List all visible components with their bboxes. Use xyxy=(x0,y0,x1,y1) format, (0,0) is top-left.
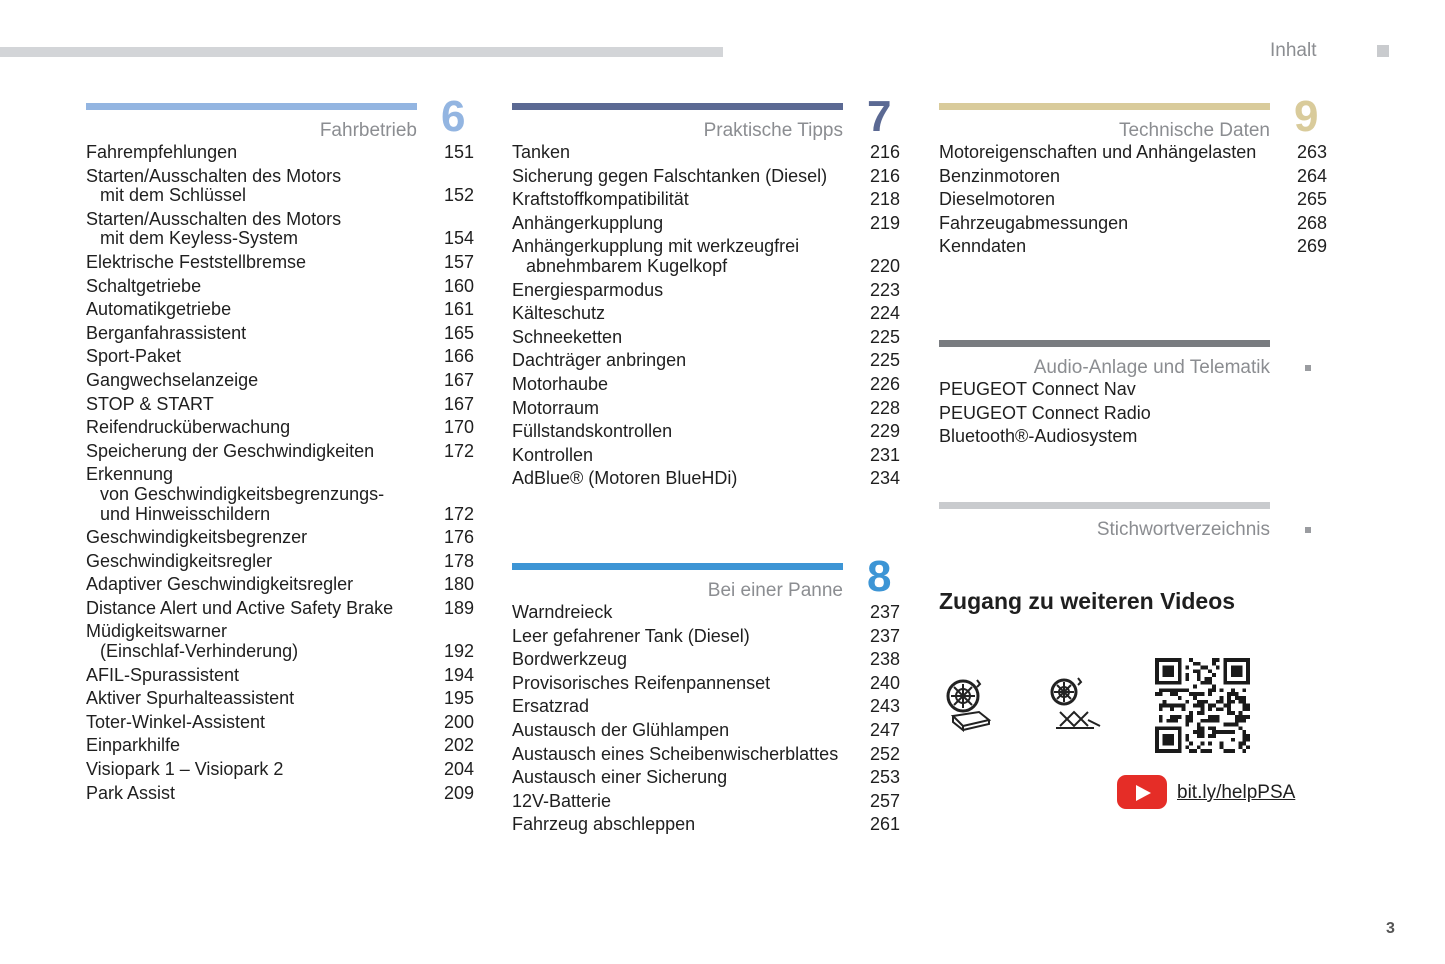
qr-code-icon[interactable] xyxy=(1155,658,1250,758)
toc-entry-page: 216 xyxy=(869,142,900,162)
toc-entry-label: Distance Alert und Active Safety Brake xyxy=(86,597,394,618)
toc-entry-page: 265 xyxy=(1296,189,1327,210)
toc-entry-label: Starten/Ausschalten des Motors xyxy=(86,208,342,229)
section-bar xyxy=(939,340,1270,347)
toc-entry-label: Austausch eines Scheibenwischerblattes xyxy=(512,743,839,764)
toc-entry[interactable] xyxy=(512,469,902,489)
toc-entry-label: Provisorisches Reifenpannenset xyxy=(512,672,771,693)
toc-entry[interactable] xyxy=(512,446,902,466)
toc-entry-page: 225 xyxy=(869,350,900,371)
toc-entry-page: 202 xyxy=(443,735,474,756)
toc-entry-label: Sport-Paket xyxy=(86,346,182,367)
toc-entry-page: 231 xyxy=(869,444,900,465)
toc-entry[interactable] xyxy=(939,380,1329,400)
toc-entry[interactable] xyxy=(512,745,902,765)
toc-entry-label: Motorhaube xyxy=(512,373,609,394)
toc-entry-label: Gangwechselanzeige xyxy=(86,369,259,390)
toc-entry-page: 269 xyxy=(1296,236,1327,257)
toc-entry-page: 237 xyxy=(869,625,900,646)
toc-entry-label: Kenndaten xyxy=(939,236,1027,257)
toc-entry-page: 167 xyxy=(443,393,474,414)
toc-entry-page: 192 xyxy=(443,641,474,662)
toc-entry-label: Tanken xyxy=(512,142,571,162)
toc-entry-label: STOP & START xyxy=(86,393,214,414)
toc-entry[interactable] xyxy=(939,404,1329,424)
section-number: 9 xyxy=(1294,92,1319,141)
toc-entry-label: Elektrische Feststellbremse xyxy=(86,251,307,272)
toc-entry[interactable] xyxy=(512,768,902,788)
toc-entry-label: Kälteschutz xyxy=(512,303,606,324)
toc-entry-label: Anhängerkupplung xyxy=(512,212,664,233)
toc-entry-label: Dachträger anbringen xyxy=(512,350,687,371)
toc-entry[interactable] xyxy=(512,650,902,670)
toc-entry[interactable] xyxy=(86,575,476,595)
toc-entry-page: 157 xyxy=(443,251,474,272)
toc-list xyxy=(86,143,476,807)
page-header-title: Inhalt xyxy=(1270,40,1317,61)
jack-wheel-change-icon[interactable] xyxy=(1048,676,1104,739)
toc-entry-page: 225 xyxy=(869,326,900,347)
section-number: 6 xyxy=(441,92,466,141)
toc-entry[interactable] xyxy=(512,281,902,301)
video-link[interactable]: bit.ly/helpPSA xyxy=(1177,782,1296,803)
toc-entry[interactable] xyxy=(86,689,476,709)
toc-entry-continuation: von Geschwindigkeitsbegrenzungs- xyxy=(100,483,385,504)
toc-list xyxy=(939,143,1329,261)
toc-entry-page: 178 xyxy=(443,550,474,571)
header-marker xyxy=(1377,45,1389,57)
toc-entry[interactable] xyxy=(939,167,1329,187)
section-bar xyxy=(512,563,843,570)
toc-entry[interactable] xyxy=(512,603,902,623)
toc-entry-label: Fahrzeug abschleppen xyxy=(512,814,696,835)
toc-list xyxy=(939,380,1329,451)
toc-entry-label: Energiesparmodus xyxy=(512,279,664,300)
toc-entry[interactable] xyxy=(86,622,476,661)
videos-heading: Zugang zu weiteren Videos xyxy=(939,588,1236,614)
toc-entry[interactable] xyxy=(86,736,476,756)
toc-entry-page: 238 xyxy=(869,649,900,670)
toc-entry-label: Motoreigenschaften und Anhängelasten xyxy=(939,142,1257,162)
toc-entry-label: Kontrollen xyxy=(512,444,594,465)
toc-entry-page: 154 xyxy=(443,228,474,249)
toc-entry[interactable] xyxy=(939,427,1329,447)
toc-entry[interactable] xyxy=(86,713,476,733)
section-marker xyxy=(1305,365,1311,371)
section-number: 8 xyxy=(867,552,892,601)
toc-entry[interactable] xyxy=(939,237,1329,257)
section-bar xyxy=(512,103,843,110)
section-title[interactable]: Stichwortverzeichnis xyxy=(1096,519,1270,540)
toc-entry[interactable] xyxy=(512,815,902,835)
tyre-repair-kit-icon[interactable] xyxy=(943,676,995,741)
toc-entry[interactable] xyxy=(86,253,476,273)
toc-entry-label: Motorraum xyxy=(512,397,600,418)
section-number: 7 xyxy=(867,92,892,141)
toc-entry-page: 240 xyxy=(869,672,900,693)
toc-entry-label: Austausch einer Sicherung xyxy=(512,767,728,788)
toc-entry-page: 226 xyxy=(869,373,900,394)
toc-entry-continuation: mit dem Schlüssel xyxy=(100,185,247,206)
toc-entry[interactable] xyxy=(86,599,476,619)
toc-entry-page: 195 xyxy=(443,688,474,709)
toc-entry-page: 204 xyxy=(443,759,474,780)
toc-entry[interactable] xyxy=(512,351,902,371)
toc-entry[interactable] xyxy=(512,422,902,442)
toc-entry-label: Müdigkeitswarner xyxy=(86,621,228,642)
toc-entry-label: Einparkhilfe xyxy=(86,735,181,756)
toc-entry-label: Schneeketten xyxy=(512,326,623,347)
toc-entry[interactable] xyxy=(86,418,476,438)
toc-entry[interactable] xyxy=(86,465,476,524)
play-icon xyxy=(1136,785,1151,801)
toc-entry[interactable] xyxy=(86,442,476,462)
toc-entry[interactable] xyxy=(86,666,476,686)
toc-entry-label: Bluetooth®-Audiosystem xyxy=(939,426,1138,447)
toc-entry-label: Bordwerkzeug xyxy=(512,649,628,670)
toc-entry[interactable] xyxy=(512,190,902,210)
toc-entry-label: Benzinmotoren xyxy=(939,165,1061,186)
toc-entry-label: Speicherung der Geschwindigkeiten xyxy=(86,440,375,461)
toc-list xyxy=(512,143,902,493)
toc-entry-page: 229 xyxy=(869,421,900,442)
toc-entry-label: Fahrzeugabmessungen xyxy=(939,212,1129,233)
toc-entry-page: 268 xyxy=(1296,212,1327,233)
toc-entry-label: PEUGEOT Connect Nav xyxy=(939,379,1136,399)
toc-entry[interactable] xyxy=(86,210,476,249)
toc-entry[interactable] xyxy=(86,760,476,780)
section-bar xyxy=(939,103,1270,110)
toc-entry[interactable] xyxy=(512,792,902,812)
toc-entry-page: 261 xyxy=(869,814,900,835)
toc-entry-label: Visiopark 1 – Visiopark 2 xyxy=(86,759,284,780)
toc-entry-page: 228 xyxy=(869,397,900,418)
toc-entry-page: 237 xyxy=(869,602,900,622)
section-title[interactable]: Bei einer Panne xyxy=(707,580,843,601)
toc-entry-label: Schaltgetriebe xyxy=(86,275,202,296)
toc-entry[interactable] xyxy=(86,167,476,206)
toc-entry-label: Sicherung gegen Falschtanken (Diesel) xyxy=(512,165,828,186)
toc-entry-label: Anhängerkupplung mit werkzeugfrei xyxy=(512,236,800,257)
toc-entry-page: 194 xyxy=(443,664,474,685)
section-marker xyxy=(1305,527,1311,533)
toc-entry-label: Ersatzrad xyxy=(512,696,590,717)
toc-entry-label: AFIL-Spurassistent xyxy=(86,664,240,685)
toc-entry-label: Geschwindigkeitsregler xyxy=(86,550,273,571)
toc-entry-page: 252 xyxy=(869,743,900,764)
toc-entry[interactable] xyxy=(86,371,476,391)
toc-entry-page: 263 xyxy=(1296,142,1327,162)
toc-entry-label: 12V-Batterie xyxy=(512,790,612,811)
toc-entry-page: 220 xyxy=(869,255,900,276)
toc-entry-label: Erkennung xyxy=(86,464,174,485)
toc-entry-page: 167 xyxy=(443,369,474,390)
toc-entry-label: Leer gefahrener Tank (Diesel) xyxy=(512,625,750,646)
toc-entry[interactable] xyxy=(512,627,902,647)
toc-entry-page: 209 xyxy=(443,782,474,803)
toc-entry[interactable] xyxy=(512,697,902,717)
toc-entry-page: 152 xyxy=(443,185,474,206)
toc-entry-page: 176 xyxy=(443,527,474,548)
section-title[interactable]: Fahrbetrieb xyxy=(319,120,417,141)
toc-entry-label: Geschwindigkeitsbegrenzer xyxy=(86,527,308,548)
toc-entry[interactable] xyxy=(86,528,476,548)
toc-entry-page: 189 xyxy=(443,597,474,618)
toc-entry-label: Kraftstoffkompatibilität xyxy=(512,189,689,210)
section-title[interactable]: Audio-Anlage und Telematik xyxy=(1033,357,1270,378)
toc-entry-page: 218 xyxy=(869,189,900,210)
section-title[interactable]: Technische Daten xyxy=(1118,120,1270,141)
toc-list xyxy=(512,603,902,839)
toc-entry-label: Automatikgetriebe xyxy=(86,299,232,320)
toc-entry-page: 224 xyxy=(869,303,900,324)
toc-entry[interactable] xyxy=(939,190,1329,210)
header-bar xyxy=(0,47,723,57)
toc-entry-page: 160 xyxy=(443,275,474,296)
toc-entry-label: Fahrempfehlungen xyxy=(86,142,238,162)
toc-entry[interactable] xyxy=(86,552,476,572)
toc-entry-page: 172 xyxy=(443,440,474,461)
toc-entry-label: Park Assist xyxy=(86,782,176,803)
toc-entry-continuation: abnehmbarem Kugelkopf xyxy=(526,255,728,276)
toc-entry-continuation: mit dem Keyless-System xyxy=(100,228,299,249)
toc-entry-page: 264 xyxy=(1296,165,1327,186)
toc-entry-page: 216 xyxy=(869,165,900,186)
toc-entry[interactable] xyxy=(512,721,902,741)
toc-entry-label: Adaptiver Geschwindigkeitsregler xyxy=(86,574,354,595)
toc-entry[interactable] xyxy=(512,143,902,163)
toc-entry[interactable] xyxy=(86,784,476,804)
toc-entry-label: Reifendrucküberwachung xyxy=(86,417,291,438)
toc-entry[interactable] xyxy=(939,214,1329,234)
toc-entry[interactable] xyxy=(512,674,902,694)
toc-entry[interactable] xyxy=(512,214,902,234)
toc-entry-label: Aktiver Spurhalteassistent xyxy=(86,688,295,709)
toc-entry-page: 253 xyxy=(869,767,900,788)
toc-entry-continuation: (Einschlaf-Verhinderung) xyxy=(100,641,299,662)
toc-entry-page: 219 xyxy=(869,212,900,233)
toc-entry-page: 172 xyxy=(443,503,474,524)
toc-entry[interactable] xyxy=(86,395,476,415)
toc-entry[interactable] xyxy=(86,347,476,367)
toc-entry-label: Toter-Winkel-Assistent xyxy=(86,711,266,732)
youtube-icon[interactable] xyxy=(1117,775,1167,809)
toc-entry[interactable] xyxy=(939,143,1329,163)
toc-entry[interactable] xyxy=(86,300,476,320)
toc-entry[interactable] xyxy=(512,399,902,419)
toc-entry-page: 180 xyxy=(443,574,474,595)
toc-entry-page: 170 xyxy=(443,417,474,438)
toc-entry-label: AdBlue® (Motoren BlueHDi) xyxy=(512,468,738,489)
toc-entry[interactable] xyxy=(86,143,476,163)
toc-entry-page: 247 xyxy=(869,719,900,740)
toc-entry-label: Dieselmotoren xyxy=(939,189,1056,210)
toc-entry[interactable] xyxy=(86,324,476,344)
toc-entry-page: 161 xyxy=(443,299,474,320)
section-title[interactable]: Praktische Tipps xyxy=(703,120,843,141)
toc-entry-label: Starten/Ausschalten des Motors xyxy=(86,165,342,186)
toc-entry-page: 165 xyxy=(443,322,474,343)
section-bar xyxy=(939,502,1270,509)
toc-entry-label: Berganfahrassistent xyxy=(86,322,247,343)
toc-entry-page: 243 xyxy=(869,696,900,717)
toc-entry[interactable] xyxy=(86,277,476,297)
toc-entry-label: PEUGEOT Connect Radio xyxy=(939,402,1151,423)
toc-entry-label: Warndreieck xyxy=(512,602,613,622)
toc-entry-page: 166 xyxy=(443,346,474,367)
section-bar xyxy=(86,103,417,110)
toc-entry-page: 257 xyxy=(869,790,900,811)
toc-entry[interactable] xyxy=(512,304,902,324)
toc-entry-page: 223 xyxy=(869,279,900,300)
toc-entry-page: 151 xyxy=(443,142,474,162)
toc-entry[interactable] xyxy=(512,237,902,276)
toc-entry-page: 200 xyxy=(443,711,474,732)
page-number: 3 xyxy=(1386,920,1395,937)
toc-entry-label: Füllstandskontrollen xyxy=(512,421,673,442)
toc-entry-label: Austausch der Glühlampen xyxy=(512,719,730,740)
toc-entry[interactable] xyxy=(512,328,902,348)
toc-entry-page: 234 xyxy=(869,468,900,489)
toc-entry[interactable] xyxy=(512,375,902,395)
toc-entry-continuation: und Hinweisschildern xyxy=(100,503,271,524)
toc-entry[interactable] xyxy=(512,167,902,187)
